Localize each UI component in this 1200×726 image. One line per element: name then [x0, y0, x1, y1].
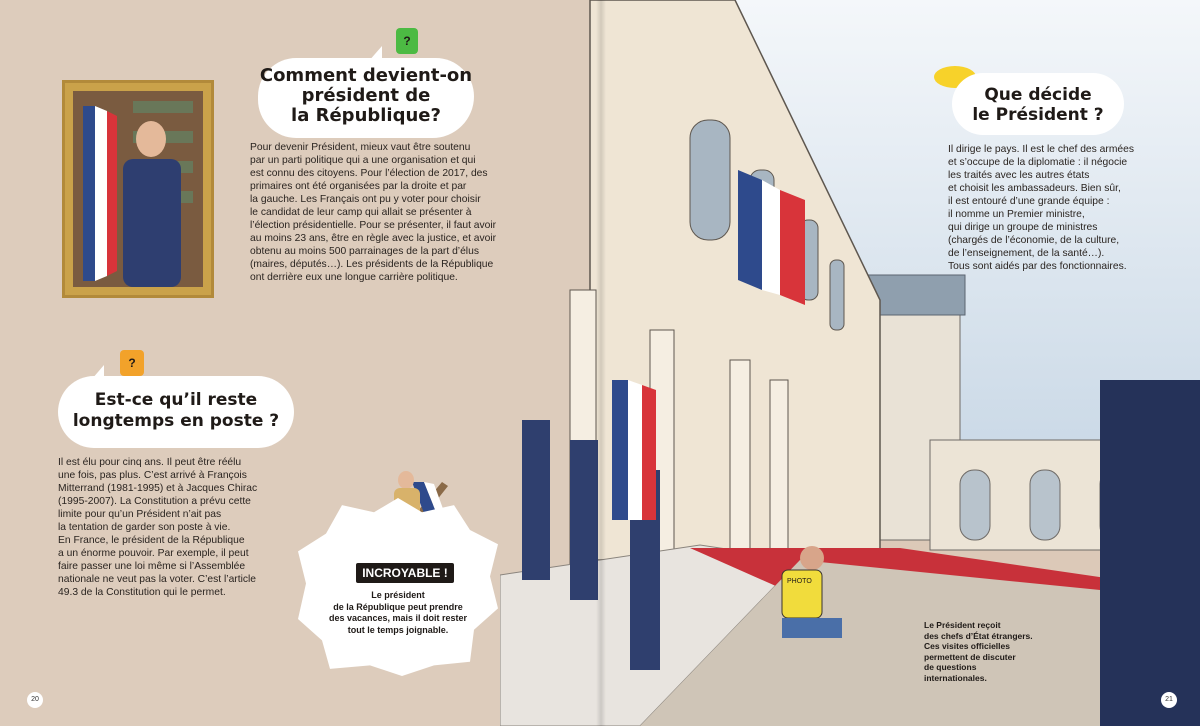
section-3-body: Il dirige le pays. Il est le chef des armées et s’occupe de la diplomatie : il négocie les traités avec les autres états et choisit les ambassadeurs. Bien sûr, il est entouré d’une grande équipe : il nomme un Premier ministre, qui dirige un groupe de ministres (chargés de l’économie, de la culture, de l’enseignement, de la santé…). Tous sont aidés par des fonctionnaires. — [948, 144, 1135, 272]
page-number-left: 20 — [27, 692, 43, 708]
incroyable-title: INCROYABLE ! — [356, 563, 454, 583]
section-2-body: Il est élu pour cinq ans. Il peut être réélu une fois, pas plus. C’est arrivé à François Mitterrand (1981-1995) et à Jacques Chirac (1995-2007). La Constitution a prévu cette limite pour qu’un Président n’ait pas la tentation de garder son poste à vie. En France, le président de la République a un énorme pouvoir. Par exemple, il peut faire passer une loi même si l’Assemblée nationale ne veut pas la voter. C’est l’article 49.3 de la Constitution qui le permet. — [58, 457, 258, 598]
page-gutter — [596, 0, 606, 726]
incroyable-body: Le président de la République peut prendre des vacances, mais il doit rester tout le temps joignable. — [328, 590, 468, 635]
illustration-caption: Le Président reçoit des chefs d’État étrangers. Ces visites officielles permettent de discuter de questions internationales. — [924, 620, 1033, 683]
president-portrait — [73, 91, 203, 287]
section-2-title: Est-ce qu’il reste longtemps en poste ? — [58, 376, 294, 448]
section-1-title: Comment devient-on président de la République? — [258, 58, 474, 138]
photo-vest-label: PHOTO — [787, 578, 812, 585]
president-portrait-frame — [62, 80, 214, 298]
page-number-right: 21 — [1161, 692, 1177, 708]
green-mascot-icon: ? — [396, 28, 418, 54]
ceremony-flags — [612, 380, 656, 520]
section-3-title: Que décide le Président ? — [952, 73, 1124, 135]
section-1-body: Pour devenir Président, mieux vaut être soutenu par un parti politique qui a une organisation et qui est connu des citoyens. Pour l’élection de 2017, des primaires ont été organisées par la droite et par la gauche. Les Français ont pu y voter pour choisir le candidat de leur camp qui allait se présenter à l’élection présidentielle. Pour se présenter, il faut avoir au moins 23 ans, être en règle avec la justice, et avoir obtenu au moins 500 parrainages de la part d’élus (maires, députés…). Les présidents de la République ont derrière eux une longue carrière politique. — [250, 142, 497, 283]
president-portrait-drawing — [73, 91, 203, 287]
orange-mascot-icon: ? — [120, 350, 144, 376]
